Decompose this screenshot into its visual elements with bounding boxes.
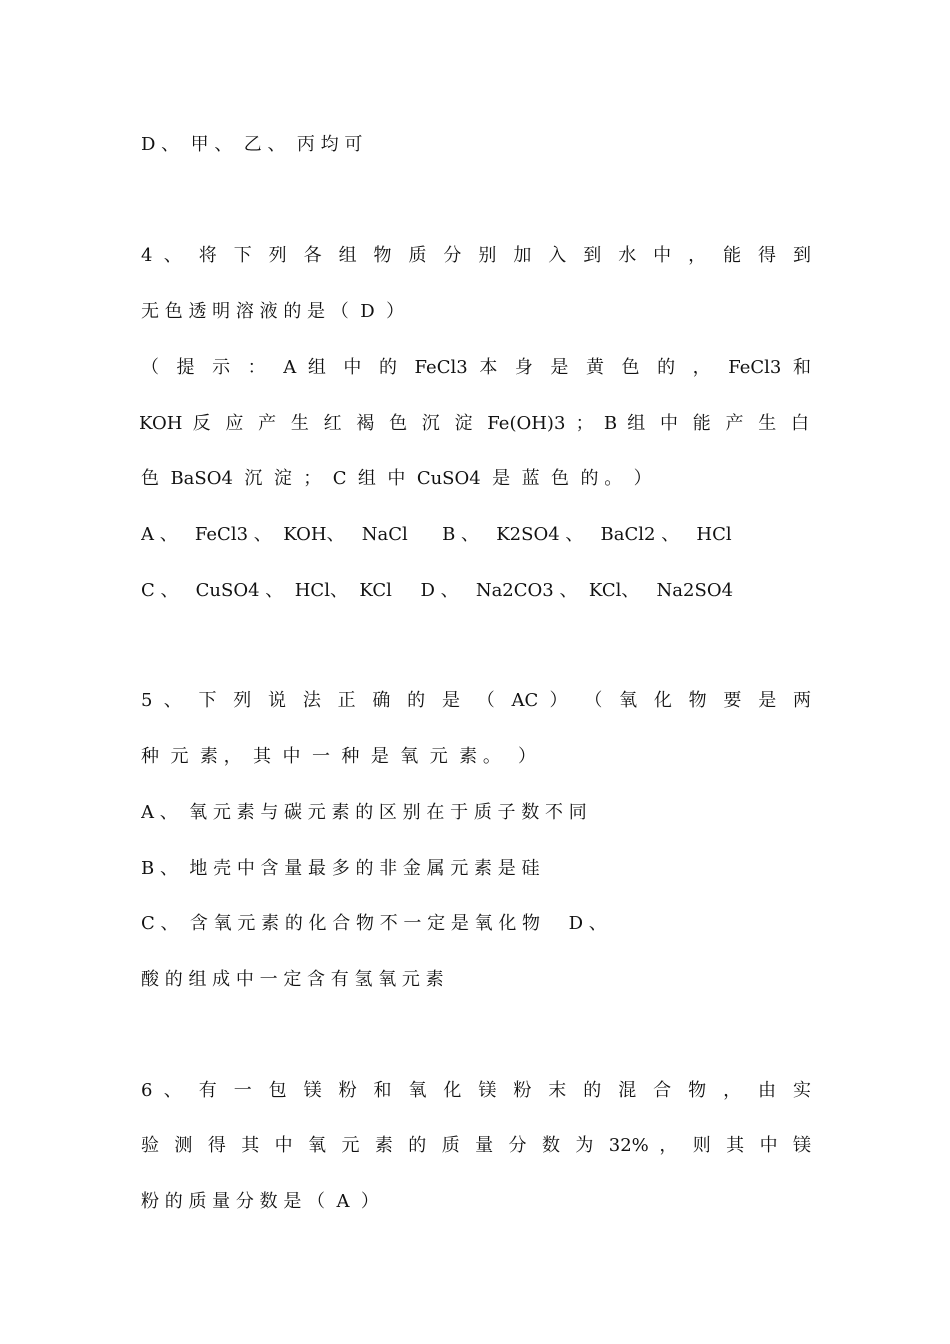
question-5-option-c: C 、 含 氧 元 素 的 化 合 物 不 一 定 是 氧 化 物 D 、: [141, 913, 607, 934]
question-5-stem-line-1: 5 、 下 列 说 法 正 确 的 是 （ AC ） （ 氧 化 物 要 是 两: [141, 690, 811, 711]
option-d-line: D 、 甲 、 乙 、 丙 均 可: [141, 134, 363, 155]
question-5-stem-line-2: 种 元 素 ， 其 中 一 种 是 氧 元 素 。 ）: [141, 746, 537, 767]
question-4-stem-line-2: 无 色 透 明 溶 液 的 是 （ D ）: [141, 301, 405, 322]
question-6-stem-line-3: 粉 的 质 量 分 数 是 （ A ）: [141, 1191, 379, 1212]
question-6-stem-line-1: 6 、 有 一 包 镁 粉 和 氧 化 镁 粉 末 的 混 合 物 ， 由 实: [141, 1080, 811, 1101]
question-5-option-a: A 、 氧 元 素 与 碳 元 素 的 区 别 在 于 质 子 数 不 同: [141, 802, 587, 823]
question-5-option-d: 酸 的 组 成 中 一 定 含 有 氢 氧 元 素: [141, 969, 444, 990]
question-4-hint-line-3: 色 BaSO4 沉 淀 ； C 组 中 CuSO4 是 蓝 色 的 。 ）: [141, 468, 652, 489]
question-5-option-b: B 、 地 壳 中 含 量 最 多 的 非 金 属 元 素 是 硅: [141, 858, 540, 879]
question-4-hint-line-1: （ 提 示 ： A 组 中 的 FeCl3 本 身 是 黄 色 的 ， FeCl3 和: [141, 357, 811, 378]
question-4-hint-line-2: KOH 反 应 产 生 红 褐 色 沉 淀 Fe(OH)3 ； B 组 中 能 产 生 白: [139, 413, 809, 434]
question-4-options-cd: C 、 CuSO4 、 HCl、 KCl D 、 Na2CO3 、 KCl、 Na2SO4: [141, 580, 734, 601]
question-4-options-ab: A 、 FeCl3 、 KOH、 NaCl B 、 K2SO4 、 BaCl2 、 HCl: [141, 524, 732, 545]
question-4-stem-line-1: 4 、 将 下 列 各 组 物 质 分 别 加 入 到 水 中 ， 能 得 到: [141, 245, 811, 266]
question-6-stem-line-2: 验 测 得 其 中 氧 元 素 的 质 量 分 数 为 32% ， 则 其 中 镁: [141, 1135, 811, 1156]
